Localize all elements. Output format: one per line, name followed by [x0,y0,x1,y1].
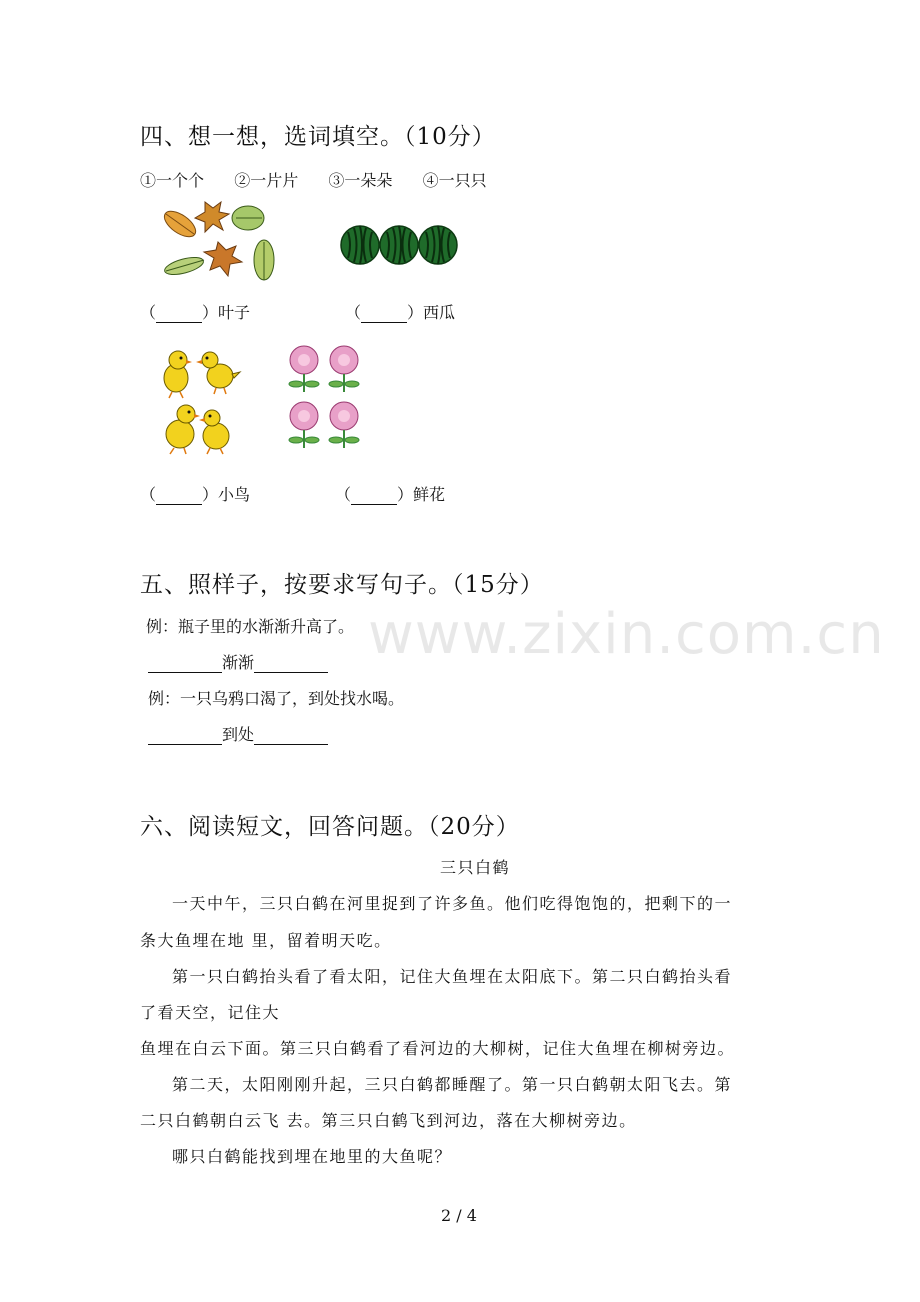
section5-title: 五、照样子，按要求写句子。（15分） [140,572,544,598]
answer-blank-watermelons[interactable] [361,303,407,323]
story-question: 哪只白鹤能找到埋在地里的大鱼呢？ [172,1147,453,1166]
page-number: 2 / 4 [441,1206,477,1225]
watermelons-icon [340,224,460,266]
answer-blank-before-daochu[interactable] [148,725,222,745]
answer-blank-after-daochu[interactable] [254,725,328,745]
option-4: ④一只只 [422,171,487,190]
answer-blank-leaves[interactable] [156,303,202,323]
answer-blank-before-jianjian[interactable] [148,653,222,673]
write-sentence-2 [148,722,328,745]
section6-title: 六、阅读短文，回答问题。（20分） [140,814,520,840]
leaves-icon [160,196,280,282]
section4-title: 四、想一想，选词填空。（10分） [140,124,496,150]
fill-watermelons [345,300,455,323]
fill-leaves [140,300,250,323]
answer-blank-flowers[interactable] [351,485,397,505]
chicks-icon [158,346,242,458]
answer-blank-after-jianjian[interactable] [254,653,328,673]
example-sentence-1: 例：瓶子里的水渐渐升高了。 [146,617,355,636]
paren-open: （ [140,485,157,504]
story-title: 三只白鹤 [440,858,511,877]
watermelons-label: ）西瓜 [407,303,456,322]
leaves-label: ）叶子 [202,303,251,322]
example-sentence-2: 例：一只乌鸦口渴了，到处找水喝。 [148,689,405,708]
story-line-1: 一天中午，三只白鹤在河里捉到了许多鱼。他们吃得饱饱的，把剩下的一 [172,894,733,913]
word-options [140,168,487,191]
option-2: ②一片片 [234,171,299,190]
answer-blank-chicks[interactable] [156,485,202,505]
paren-open: （ [345,303,362,322]
flowers-icon [284,344,368,454]
write-sentence-1 [148,650,328,673]
story-line-4: 了看天空，记住大 [140,1003,281,1022]
option-3: ③一朵朵 [328,171,393,190]
keyword-daochu: 到处 [222,725,255,744]
story-line-5: 鱼埋在白云下面。第三只白鹤看了看河边的大柳树，记住大鱼埋在柳树旁边。 [140,1039,736,1058]
keyword-jianjian: 渐渐 [222,653,255,672]
paren-open: （ [140,303,157,322]
paren-open: （ [335,485,352,504]
fill-flowers [335,482,445,505]
option-1: ①一个个 [140,171,205,190]
story-line-7: 二只白鹤朝白云飞 去。第三只白鹤飞到河边，落在大柳树旁边。 [140,1111,637,1130]
watermark: www.zixin.com.cn [368,602,885,667]
flowers-label: ）鲜花 [397,485,446,504]
story-line-6: 第二天，太阳刚刚升起，三只白鹤都睡醒了。第一只白鹤朝太阳飞去。第 [172,1075,733,1094]
story-line-3: 第一只白鹤抬头看了看太阳，记住大鱼埋在太阳底下。第二只白鹤抬头看 [172,967,733,986]
story-line-2: 条大鱼埋在地 里，留着明天吃。 [140,931,392,950]
fill-chicks [140,482,250,505]
chicks-label: ）小鸟 [202,485,251,504]
